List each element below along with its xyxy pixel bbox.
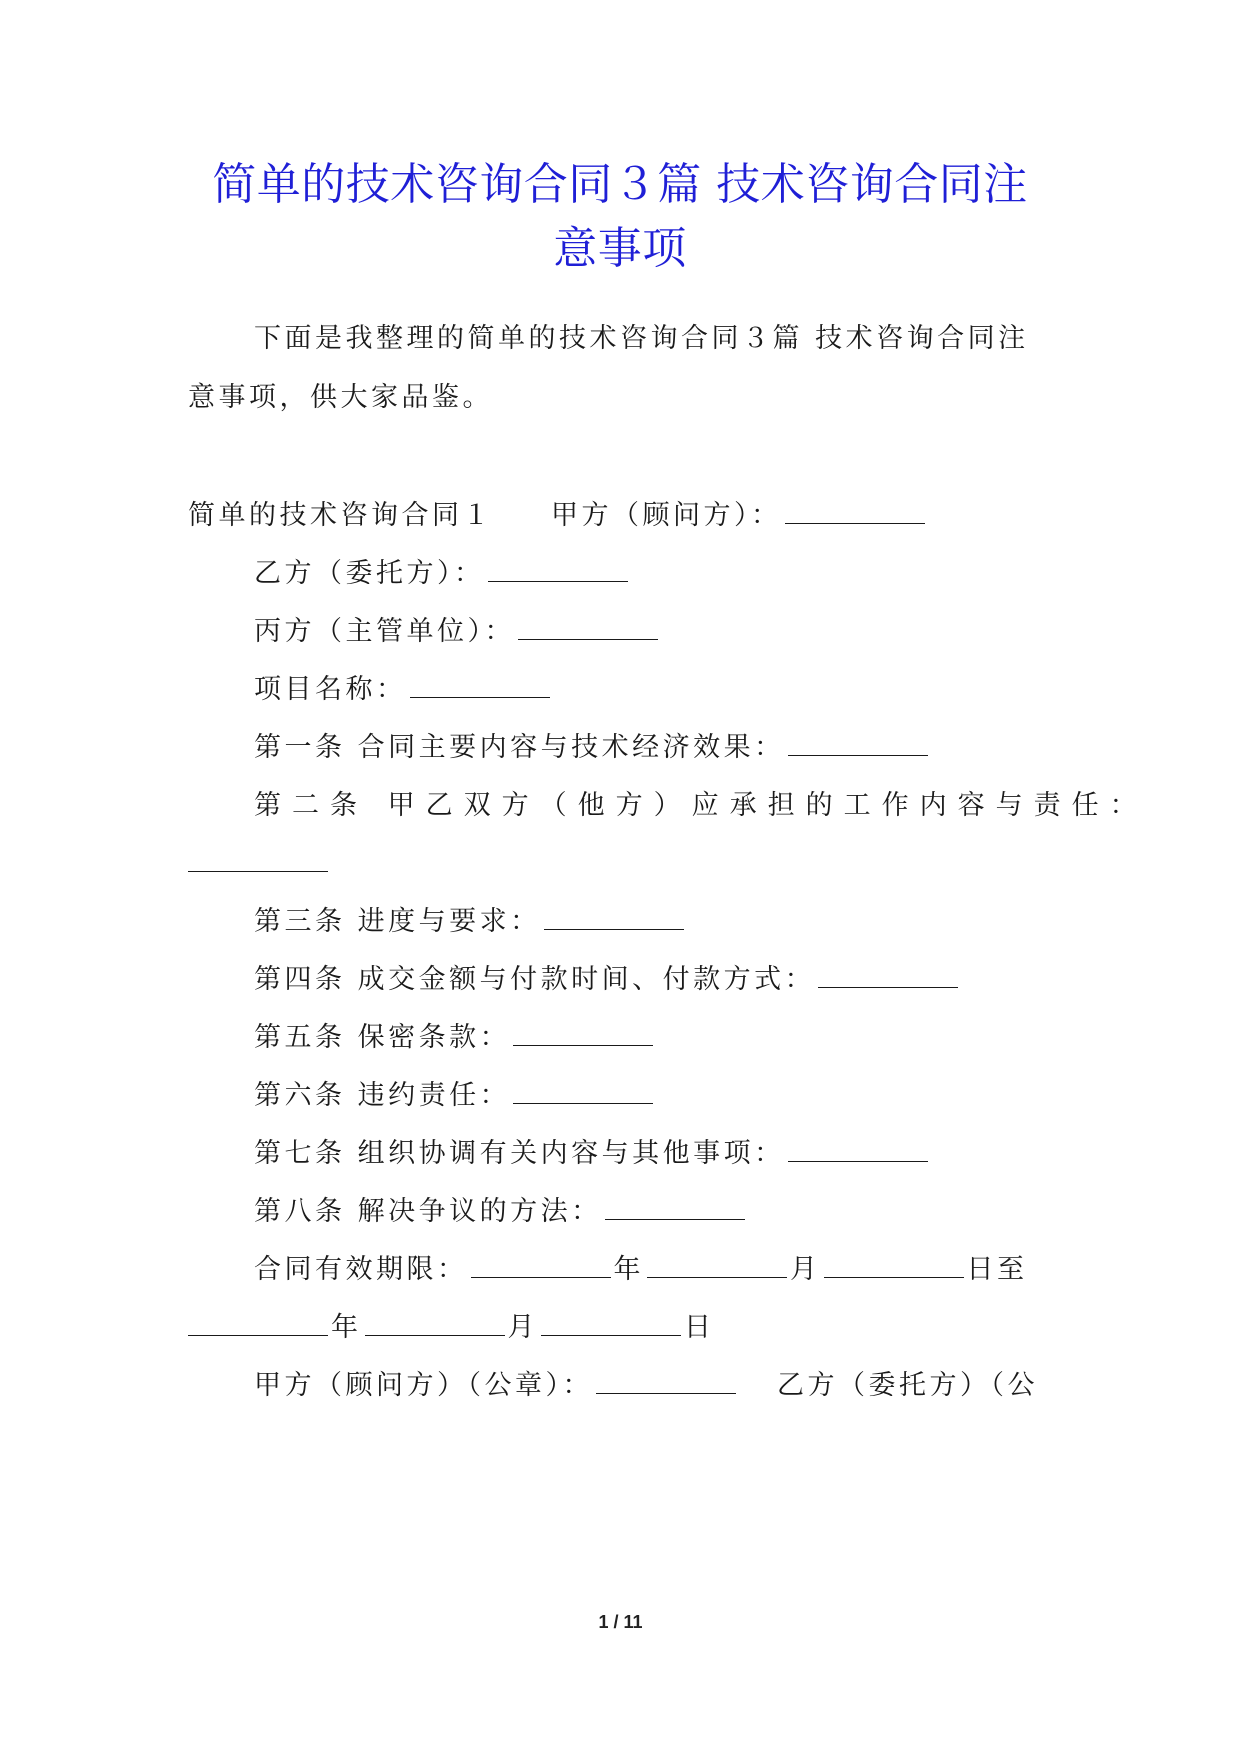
contract-heading-line xyxy=(188,496,928,536)
title-line-2: 意事项 xyxy=(553,223,687,274)
validity-label: 合同有效期限： xyxy=(254,1254,468,1285)
validity-end-month-blank xyxy=(365,1313,505,1336)
article-4-blank xyxy=(818,965,958,988)
contract-heading: 简单的技术咨询合同１ xyxy=(188,500,493,531)
validity-line-1 xyxy=(254,1250,1028,1290)
seal-a-label: 甲方（顾问方）（公章）： xyxy=(254,1370,593,1401)
article-2-blank-line xyxy=(188,844,331,884)
article-7-blank xyxy=(788,1139,928,1162)
article-2: 第二条 甲乙双方（他方）应承担的工作内容与责任： xyxy=(254,790,1148,821)
article-3-line xyxy=(254,902,687,942)
article-2-blank xyxy=(188,849,328,872)
article-8-blank xyxy=(605,1197,745,1220)
party-a-blank xyxy=(785,501,925,524)
article-6-blank xyxy=(513,1081,653,1104)
project-name-label: 项目名称： xyxy=(254,674,407,705)
intro-line-1: 下面是我整理的简单的技术咨询合同３篇 技术咨询合同注 xyxy=(254,323,1029,354)
article-5-line xyxy=(254,1018,656,1058)
project-name-line xyxy=(254,670,553,710)
party-b-line xyxy=(254,554,631,594)
project-name-blank xyxy=(410,675,550,698)
article-3-blank xyxy=(544,907,684,930)
validity-end-day-unit: 日 xyxy=(684,1312,715,1343)
validity-start-year-blank xyxy=(471,1255,611,1278)
article-3: 第三条 进度与要求： xyxy=(254,906,541,937)
article-7-line xyxy=(254,1134,931,1174)
party-b-blank xyxy=(488,559,628,582)
intro-line-2: 意事项，供大家品鉴。 xyxy=(188,382,493,413)
page-number: 1 / 11 xyxy=(598,1612,643,1632)
party-a-label: 甲方（顾问方）： xyxy=(551,500,782,531)
party-c-line xyxy=(254,612,661,652)
article-5: 第五条 保密条款： xyxy=(254,1022,511,1053)
title-line-1: 简单的技术咨询合同３篇 技术咨询合同注 xyxy=(212,159,1028,210)
article-5-blank xyxy=(513,1023,653,1046)
seal-a-blank xyxy=(596,1371,736,1394)
article-8-line xyxy=(254,1192,748,1232)
party-c-label: 丙方（主管单位）： xyxy=(254,616,515,647)
validity-end-month-unit: 月 xyxy=(507,1312,538,1343)
validity-start-month-blank xyxy=(647,1255,787,1278)
article-6: 第六条 违约责任： xyxy=(254,1080,511,1111)
article-8: 第八条 解决争议的方法： xyxy=(254,1196,602,1227)
seal-line xyxy=(254,1366,1038,1406)
validity-start-day-blank xyxy=(824,1255,964,1278)
validity-end-year-unit: 年 xyxy=(331,1312,362,1343)
article-4: 第四条 成交金额与付款时间、付款方式： xyxy=(254,964,816,995)
party-b-label: 乙方（委托方）： xyxy=(254,558,485,589)
seal-b-label: 乙方（委托方）（公 xyxy=(777,1370,1038,1401)
article-1: 第一条 合同主要内容与技术经济效果： xyxy=(254,732,785,763)
validity-line-2 xyxy=(188,1308,715,1348)
validity-start-day-unit: 日至 xyxy=(966,1254,1028,1285)
article-4-line xyxy=(254,960,961,1000)
article-7: 第七条 组织协调有关内容与其他事项： xyxy=(254,1138,785,1169)
validity-end-day-blank xyxy=(541,1313,681,1336)
party-c-blank xyxy=(518,617,658,640)
article-1-blank xyxy=(788,733,928,756)
article-1-line xyxy=(254,728,931,768)
validity-end-year-blank xyxy=(188,1313,328,1336)
validity-start-year-unit: 年 xyxy=(613,1254,644,1285)
article-6-line xyxy=(254,1076,656,1116)
validity-start-month-unit: 月 xyxy=(790,1254,821,1285)
